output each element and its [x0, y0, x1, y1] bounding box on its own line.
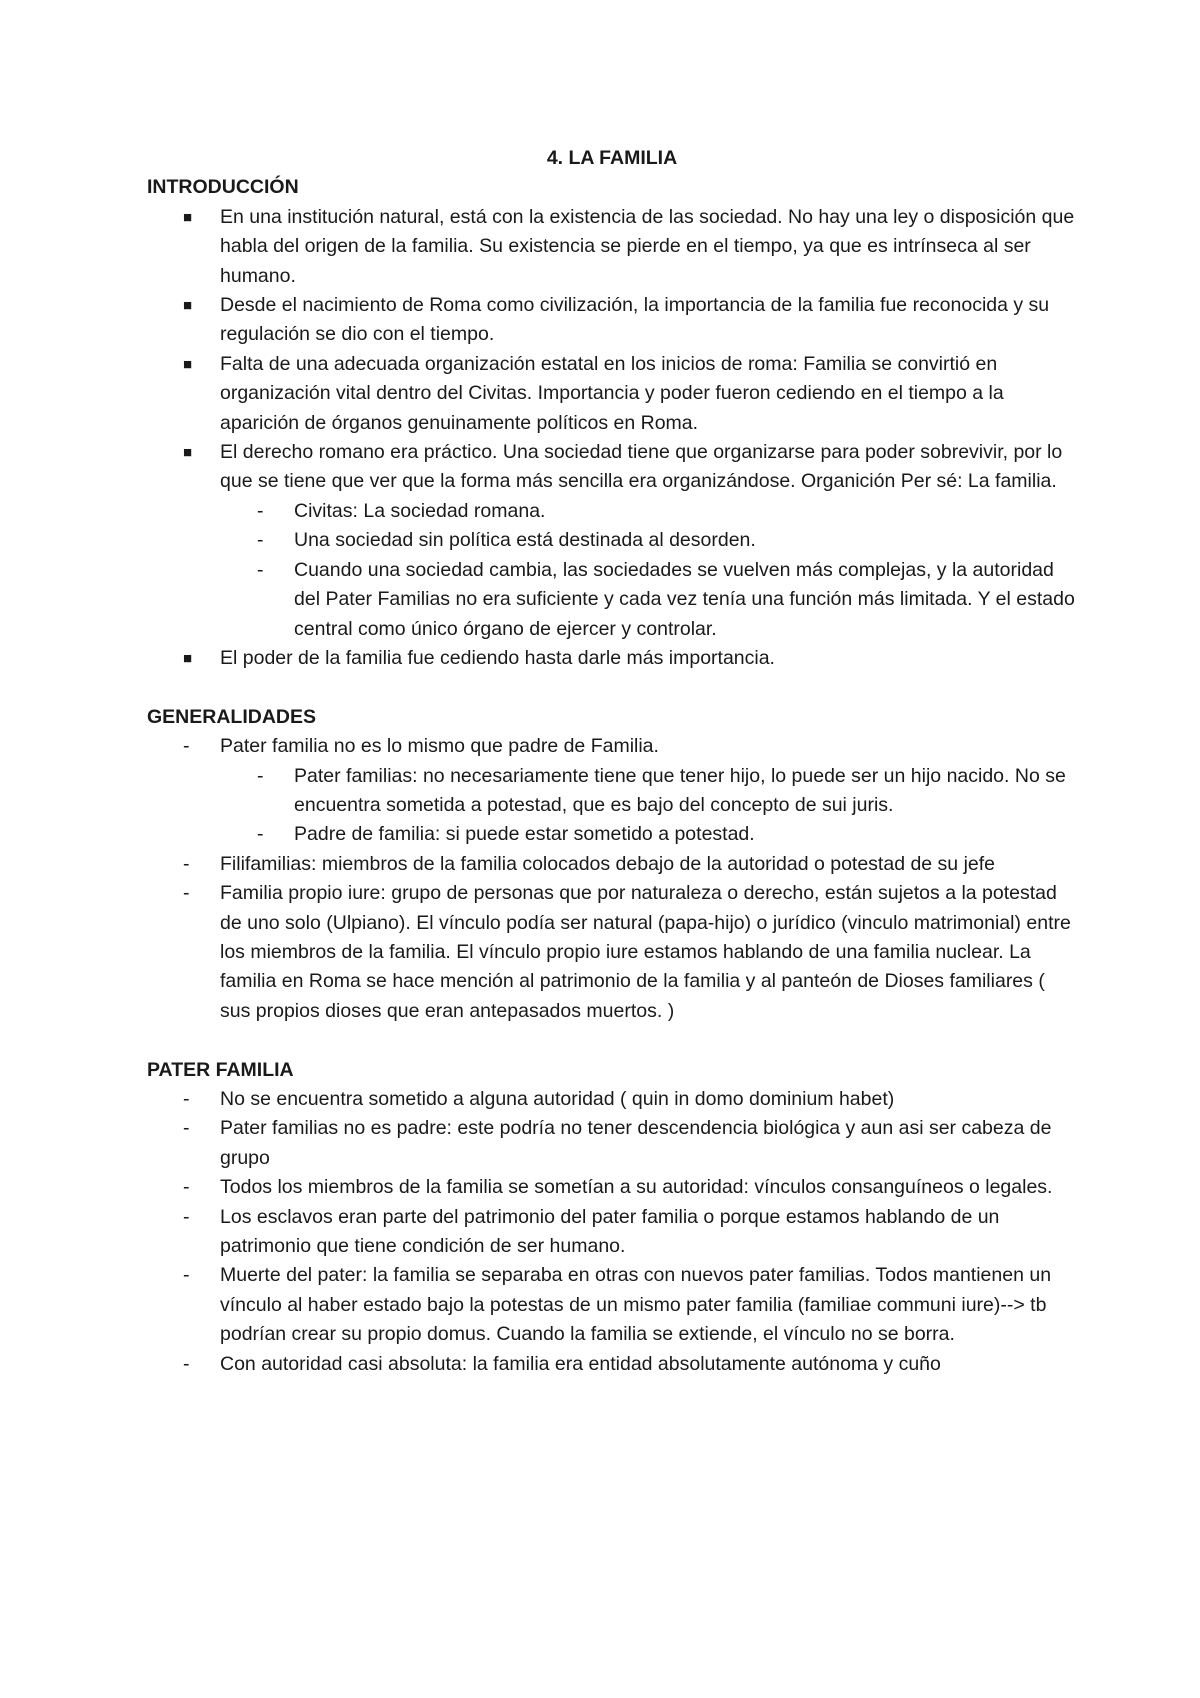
page-title: 4. LA FAMILIA [546, 147, 678, 169]
list-item-text: Con autoridad casi absoluta: la familia era entidad absolutamente autónoma y cuño [220, 1352, 941, 1375]
list-item [147, 203, 1077, 291]
dash-bullet-icon: - [183, 735, 190, 758]
paragraph-spacer [147, 1026, 1077, 1055]
list-item [147, 1114, 1077, 1173]
list-item [147, 1173, 1077, 1202]
list-item-text: Civitas: La sociedad romana. [294, 499, 546, 522]
dash-bullet-icon: - [257, 529, 264, 552]
list-item-text: Pater familias no es padre: este podría no tener descendencia biológica y aun asi ser cabeza de grupo [220, 1117, 1052, 1169]
dash-bullet-icon: - [183, 882, 190, 905]
list-item [147, 350, 1077, 438]
list-item [147, 879, 1077, 1026]
list-item [147, 291, 1077, 350]
list-item-text: Filifamilias: miembros de la familia colocados debajo de la autoridad o potestad de su jefe [220, 852, 996, 875]
paragraph-spacer [147, 673, 1077, 702]
pater-familia-list [147, 1085, 1077, 1379]
list-item [147, 1261, 1077, 1349]
dash-bullet-icon: - [183, 852, 190, 875]
list-item [147, 644, 1077, 673]
dash-bullet-icon: - [183, 1117, 190, 1140]
list-item [147, 850, 1077, 879]
list-item [147, 1203, 1077, 1262]
list-item-text: Cuando una sociedad cambia, las sociedades se vuelven más complejas, y la autoridad del Pater Familias no era suficiente y cada vez tenía una función más limitada. Y el estado central como único órgano de ejercer y controlar. [294, 558, 1075, 640]
generalidades-list [147, 732, 1077, 1026]
section-heading-introduccion: INTRODUCCIÓN [147, 176, 299, 199]
list-item-text: Desde el nacimiento de Roma como civilización, la importancia de la familia fue reconocida y su regulación se dio con el tiempo. [220, 294, 1050, 346]
intro-list [147, 203, 1077, 674]
list-item-text: Los esclavos eran parte del patrimonio del pater familia o porque estamos hablando de un patrimonio que tiene condición de ser humano. [220, 1205, 1000, 1257]
list-item-text: En una institución natural, está con la existencia de las sociedad. No hay una ley o disposición que habla del origen de la familia. Su existencia se pierde en el tiempo, ya que es intrínseca al ser humano. [220, 205, 1075, 287]
sub-list-item [147, 526, 1077, 555]
dash-bullet-icon: - [257, 823, 264, 846]
dash-bullet-icon: - [257, 764, 264, 787]
list-item-text: Pater familias: no necesariamente tiene que tener hijo, lo puede ser un hijo nacido. No se encuentra sometida a potestad, que es bajo del concepto de sui juris. [294, 764, 1066, 816]
sub-list-item [147, 497, 1077, 526]
dash-bullet-icon: - [183, 1264, 190, 1287]
square-bullet-icon: ■ [183, 649, 193, 667]
list-item [147, 1350, 1077, 1379]
dash-bullet-icon: - [257, 499, 264, 522]
square-bullet-icon: ■ [183, 444, 193, 462]
list-item [147, 1085, 1077, 1114]
dash-bullet-icon: - [183, 1205, 190, 1228]
sub-list-item [147, 762, 1077, 821]
list-item-text: Pater familia no es lo mismo que padre de Familia. [220, 735, 659, 758]
list-item-text: No se encuentra sometido a alguna autoridad ( quin in domo dominium habet) [220, 1087, 895, 1110]
list-item-text: El poder de la familia fue cediendo hasta darle más importancia. [220, 646, 775, 669]
list-item-text: Una sociedad sin política está destinada al desorden. [294, 529, 756, 552]
square-bullet-icon: ■ [183, 208, 193, 226]
sub-list-item [147, 556, 1077, 644]
list-item [147, 732, 1077, 761]
list-item-text: Muerte del pater: la familia se separaba en otras con nuevos pater familias. Todos mantienen un vínculo al haber estado bajo la potestas de un mismo pater familia (familiae communi iure)--> tb podrían crear su propio domus. Cuando la familia se extiende, el vínculo no se borra. [220, 1264, 1052, 1346]
list-item-text: Todos los miembros de la familia se sometían a su autoridad: vínculos consanguíneos o legales. [220, 1176, 1053, 1199]
dash-bullet-icon: - [183, 1352, 190, 1375]
list-item-text: El derecho romano era práctico. Una sociedad tiene que organizarse para poder sobrevivir, por lo que se tiene que ver que la forma más sencilla era organizándose. Organición Per sé: La familia. [220, 441, 1063, 493]
document-content [147, 144, 1077, 1379]
square-bullet-icon: ■ [183, 355, 193, 373]
list-item [147, 438, 1077, 497]
section-heading-pater-familia: PATER FAMILIA [147, 1058, 294, 1081]
dash-bullet-icon: - [183, 1176, 190, 1199]
square-bullet-icon: ■ [183, 297, 193, 315]
list-item-text: Familia propio iure: grupo de personas que por naturaleza o derecho, están sujetos a la potestad de uno solo (Ulpiano). El vínculo podía ser natural (papa-hijo) o jurídico (vinculo matrimonial) entre los miembros de la familia. El vínculo propio iure estamos hablando de una familia nuclear. La familia en Roma se hace mención al patrimonio de la familia y al panteón de Dioses familiares ( sus propios dioses que eran antepasados muertos. ) [220, 882, 1071, 1022]
list-item-text: Falta de una adecuada organización estatal en los inicios de roma: Familia se convirtió en organización vital dentro del Civitas. Importancia y poder fueron cediendo en el tiempo a la aparición de órganos genuinamente políticos en Roma. [220, 352, 1004, 434]
dash-bullet-icon: - [183, 1087, 190, 1110]
list-item-text: Padre de familia: si puede estar sometido a potestad. [294, 823, 755, 846]
section-heading-generalidades: GENERALIDADES [147, 705, 317, 728]
dash-bullet-icon: - [257, 558, 264, 581]
sub-list-item [147, 820, 1077, 849]
